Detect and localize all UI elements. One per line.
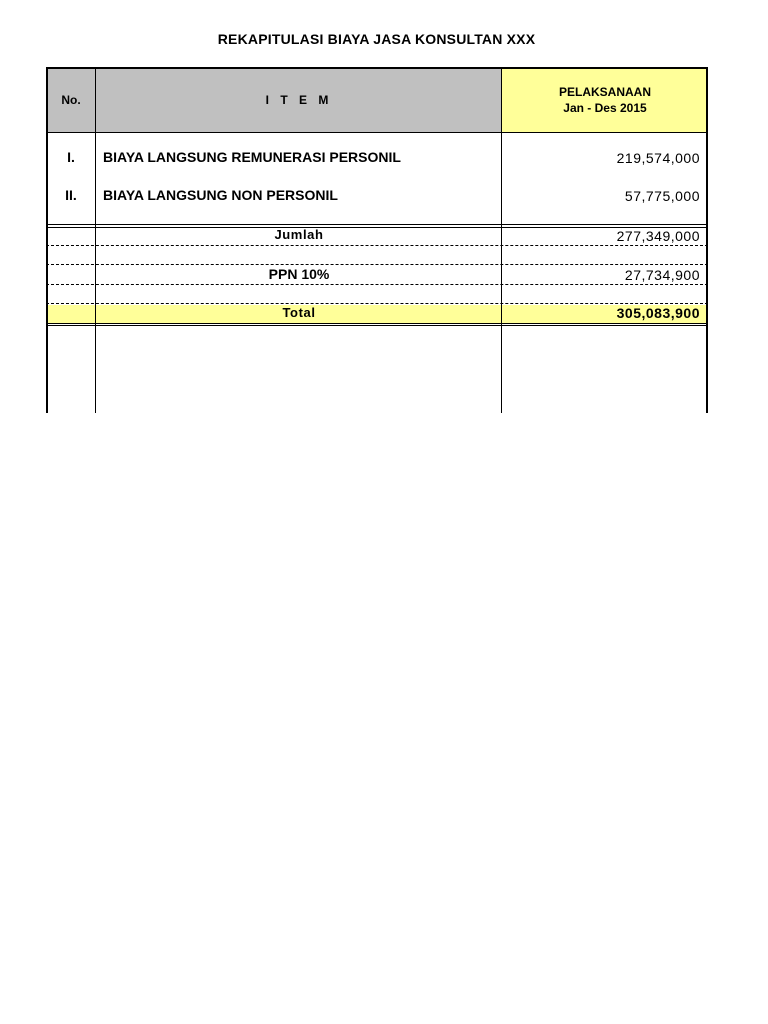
dashed-rule bbox=[46, 245, 708, 246]
header-pelaksanaan-label: PELAKSANAAN bbox=[558, 85, 651, 99]
dashed-rule bbox=[46, 264, 708, 265]
header-period: Jan - Des 2015 bbox=[563, 101, 647, 115]
total-bottom-rule bbox=[46, 323, 708, 324]
row-item-label: BIAYA LANGSUNG NON PERSONIL bbox=[103, 187, 338, 203]
body-bottom-rule-1 bbox=[46, 224, 708, 225]
border-right bbox=[706, 67, 708, 413]
total-label: Total bbox=[282, 305, 316, 320]
header-item: I T E M bbox=[96, 67, 502, 133]
ppn-label: PPN 10% bbox=[268, 266, 330, 282]
total-bottom-rule-2 bbox=[46, 325, 708, 326]
row-value: 57,775,000 bbox=[624, 188, 700, 204]
jumlah-value: 277,349,000 bbox=[616, 228, 700, 244]
total-value: 305,083,900 bbox=[616, 305, 700, 321]
ppn-value: 27,734,900 bbox=[624, 267, 700, 283]
dashed-rule bbox=[46, 303, 708, 304]
header-bottom-rule bbox=[46, 132, 708, 133]
cost-summary-table bbox=[46, 67, 708, 413]
row-value: 219,574,000 bbox=[616, 150, 700, 166]
jumlah-label: Jumlah bbox=[274, 227, 324, 242]
document-title: REKAPITULASI BIAYA JASA KONSULTAN XXX bbox=[217, 31, 536, 47]
header-no: No. bbox=[46, 67, 96, 133]
border-left bbox=[46, 67, 48, 413]
dashed-rule bbox=[46, 284, 708, 285]
border-top bbox=[46, 67, 708, 69]
row-number: I. bbox=[67, 149, 75, 165]
row-item-label: BIAYA LANGSUNG REMUNERASI PERSONIL bbox=[103, 149, 401, 165]
header-pelaksanaan bbox=[502, 67, 708, 133]
row-number: II. bbox=[65, 187, 77, 203]
